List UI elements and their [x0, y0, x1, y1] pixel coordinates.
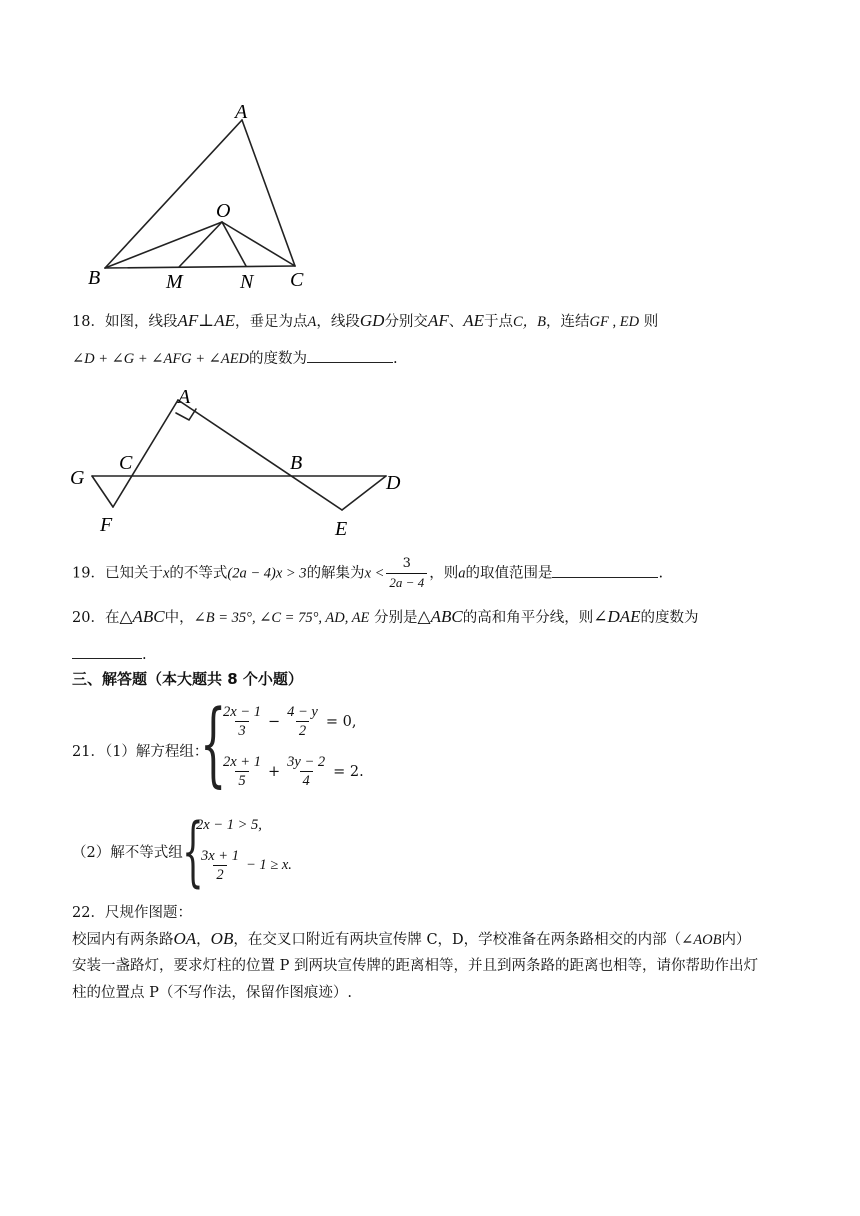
q21-eq1: $\frac{2x - 1}{3}$ − $\frac{4 - y}{2}$ = 0,	[223, 704, 357, 739]
q21-brace: {	[200, 690, 227, 797]
figure-lines-gd	[65, 385, 415, 545]
label-o: O	[216, 200, 231, 222]
label-b2: B	[290, 452, 303, 474]
q21-part2-label: （2）解不等式组	[72, 845, 183, 861]
q20-line2: .	[72, 642, 147, 666]
q20-number: 20．	[72, 610, 105, 626]
figure-triangle-abc-o	[80, 100, 320, 300]
label-b: B	[88, 267, 101, 289]
q21-ineq2: $\frac{3x + 1}{2}$ − 1 ≥ x.	[201, 848, 292, 883]
label-d: D	[386, 472, 401, 494]
label-g: G	[70, 467, 85, 489]
q22-line1: 校园内有两条路OA，OB，在交叉口附近有两块宣传牌 C，D，学校准备在两条路相交的内部（∠AOB内）	[72, 929, 751, 948]
q22-line3: 柱的位置点 P（不写作法，保留作图痕迹）.	[72, 985, 352, 1001]
label-f: F	[100, 514, 113, 536]
label-e: E	[335, 518, 348, 540]
q20-answer-blank[interactable]	[72, 642, 142, 659]
label-a: A	[235, 101, 248, 123]
q18-answer-blank[interactable]	[307, 346, 393, 363]
q19-fraction: $\frac{3}{2a - 4}$	[386, 555, 427, 592]
q18-line1: 18．如图，线段AF⊥AE，垂足为点A，线段GD分别交AF、AE于点C，B，连结GF , ED 则	[72, 311, 659, 331]
q22-line2: 安装一盏路灯，要求灯柱的位置 P 到两块宣传牌的距离相等，并且到两条路的距离也相等，请你帮助作出灯	[72, 958, 758, 974]
q19-line: 19．已知关于x的不等式(2a − 4)x > 3的解集为x < $\frac{3}{2a - 4}$ ，则a的取值范围是 .	[72, 556, 664, 590]
q21-part2-brace: {	[182, 806, 204, 895]
q21-part1-label: 21．（1）解方程组：	[72, 744, 209, 760]
label-m: M	[166, 271, 183, 293]
q19-number: 19．	[72, 565, 105, 582]
q21-eq2: $\frac{2x + 1}{5}$ + $\frac{3y - 2}{4}$ = 2.	[223, 754, 364, 789]
label-c: C	[290, 269, 304, 291]
label-a2: A	[178, 386, 191, 408]
q21-ineq1: 2x − 1 > 5,	[196, 817, 262, 833]
q18-line2: ∠D + ∠G + ∠AFG + ∠AED的度数为 .	[72, 346, 398, 370]
label-n: N	[240, 271, 254, 293]
label-c2: C	[119, 452, 133, 474]
q19-answer-blank[interactable]	[552, 561, 658, 578]
q22-number: 22．	[72, 905, 105, 921]
q18-number: 18．	[72, 314, 105, 330]
section3-title: 三、解答题（本大题共 8 个小题）	[72, 670, 303, 688]
q22-title: 22．尺规作图题：	[72, 905, 192, 921]
q20-line1: 20．在△ABC中，∠B = 35°, ∠C = 75°, AD, AE 分别是△ABC的高和角平分线，则∠DAE的度数为	[72, 607, 699, 626]
q18-expression: ∠D + ∠G + ∠AFG + ∠AED	[72, 351, 250, 367]
